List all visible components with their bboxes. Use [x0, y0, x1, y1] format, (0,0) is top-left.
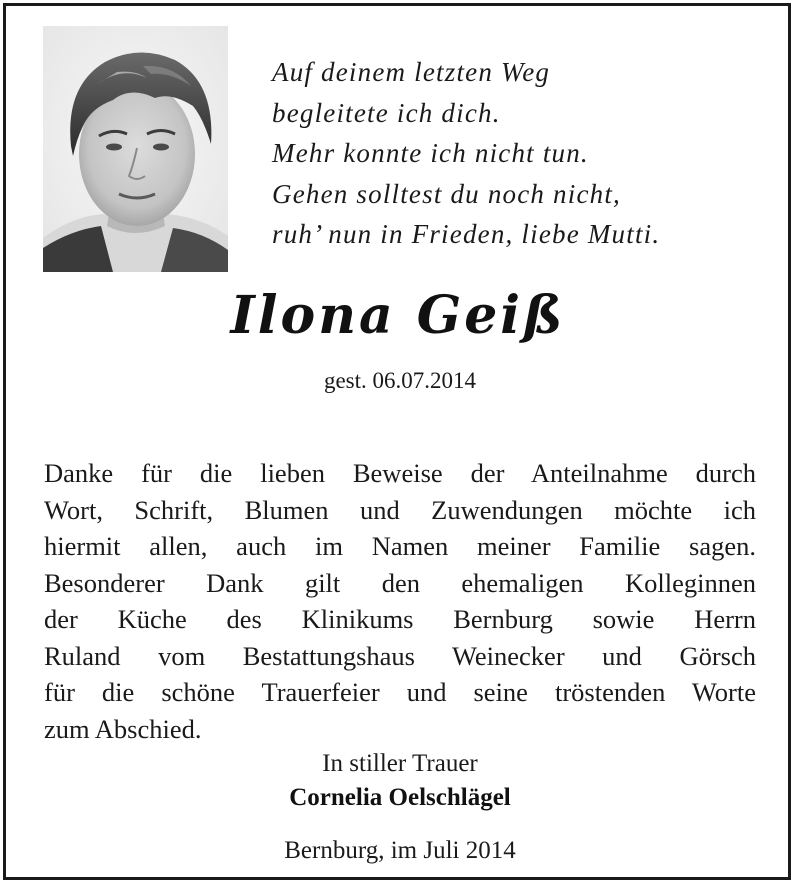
thanks-line: für die schöne Trauerfeier und seine tröstenden Worte [44, 677, 756, 707]
poem-line: Mehr konnte ich nicht tun. [272, 138, 589, 168]
poem-line: Gehen solltest du noch nicht, [272, 178, 621, 209]
poem-line: ruh’ nun in Frieden, liebe Mutti. [272, 219, 661, 249]
thanks-line: hiermit allen, auch im Namen meiner Familie sagen. [44, 531, 756, 561]
poem-line: begleitete ich dich. [272, 97, 501, 128]
signer-name: Cornelia Oelschlägel [289, 784, 511, 811]
thanks-paragraph [44, 455, 756, 747]
thanks-line: Wort, Schrift, Blumen und Zuwendungen möchte ich [44, 494, 756, 525]
thanks-line: zum Abschied. [44, 713, 202, 744]
thanks-line: Ruland vom Bestattungshaus Weinecker und Görsch [44, 640, 756, 671]
memorial-poem [272, 52, 772, 255]
thanks-line: der Küche des Klinikums Bernburg sowie Herrn [44, 604, 756, 634]
thanks-line: Danke für die lieben Beweise der Anteilnahme durch [44, 458, 756, 488]
deceased-name: Ilona Geiß [230, 285, 566, 346]
death-date: gest. 06.07.2014 [323, 368, 477, 393]
portrait-image [43, 26, 228, 272]
portrait-photo [43, 26, 228, 272]
mourning-phrase: In stiller Trauer [322, 750, 478, 777]
thanks-line: Besonderer Dank gilt den ehemaligen Kolleginnen [44, 567, 756, 598]
place-and-date: Bernburg, im Juli 2014 [284, 837, 516, 864]
poem-line: Auf deinem letzten Weg [272, 57, 551, 87]
